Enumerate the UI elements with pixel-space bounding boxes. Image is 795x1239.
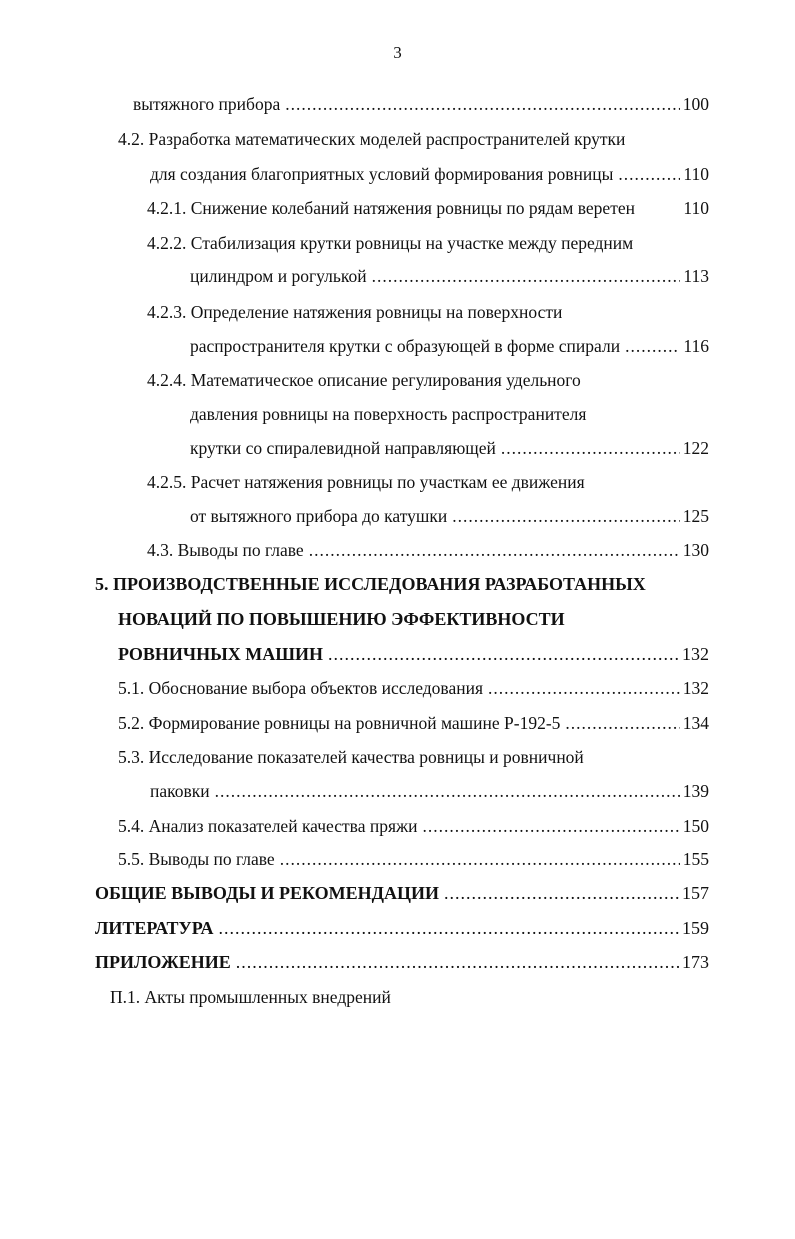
toc-entry <box>95 948 709 976</box>
toc-page-number: 130 <box>682 540 709 560</box>
toc-page-number: 110 <box>683 164 709 184</box>
toc-page-number: 155 <box>682 849 709 869</box>
toc-entry <box>118 845 709 873</box>
toc-entry-title: 4.2.3. Определение натяжения ровницы на поверхности <box>147 302 563 322</box>
toc-entry-title: 4.2. Разработка математических моделей распространителей крутки <box>118 129 626 149</box>
chapter-heading: 5. ПРОИЗВОДСТВЕННЫЕ ИССЛЕДОВАНИЯ РАЗРАБОТАННЫХ <box>95 574 646 594</box>
toc-entry-title: 5.4. Анализ показателей качества пряжи <box>118 816 418 836</box>
dot-leader <box>625 332 680 360</box>
toc-entry <box>118 674 709 702</box>
toc-page-number: 173 <box>682 952 709 972</box>
toc-page-number: 139 <box>682 781 709 801</box>
toc-entry <box>95 914 709 942</box>
dot-leader <box>565 709 679 737</box>
dot-leader <box>215 777 680 805</box>
chapter-heading: ПРИЛОЖЕНИЕ <box>95 952 231 972</box>
dot-leader <box>452 502 680 530</box>
toc-page-number: 116 <box>683 336 709 356</box>
toc-entry-title: П.1. Акты промышленных внедрений <box>110 987 391 1007</box>
toc-entry-title: 4.2.2. Стабилизация крутки ровницы на участке между передним <box>147 233 634 253</box>
toc-entry-title: распространителя крутки с образующей в форме спирали <box>190 336 621 356</box>
dot-leader <box>285 90 680 118</box>
toc-entry <box>190 262 709 290</box>
toc-entry <box>190 502 709 530</box>
chapter-heading: ЛИТЕРАТУРА <box>95 918 214 938</box>
toc-entry-title: 5.5. Выводы по главе <box>118 849 275 869</box>
toc-entry <box>147 194 709 222</box>
toc-entry <box>147 536 709 564</box>
toc-entry <box>95 879 709 907</box>
dot-leader <box>422 812 679 840</box>
toc-entry-title: крутки со спиралевидной направляющей <box>190 438 496 458</box>
toc-entry <box>118 709 709 737</box>
toc-entry-title: 5.3. Исследование показателей качества ровницы и ровничной <box>118 747 584 767</box>
toc-entry-title: цилиндром и рогулькой <box>190 266 367 286</box>
dot-leader <box>309 536 680 564</box>
toc-page-number: 132 <box>682 678 709 698</box>
toc-entry <box>190 434 709 462</box>
toc-page-number: 134 <box>682 713 709 733</box>
toc-entry <box>133 90 709 118</box>
toc-entry-title: для создания благоприятных условий формирования ровницы <box>150 164 614 184</box>
toc-entry <box>150 777 709 805</box>
toc-page-number: 100 <box>682 94 709 114</box>
dot-leader <box>328 640 679 668</box>
toc-entry-title: 5.1. Обоснование выбора объектов исследования <box>118 678 483 698</box>
dot-leader <box>280 845 680 873</box>
toc-page-number: 132 <box>682 644 709 664</box>
toc-entry-title: 4.2.5. Расчет натяжения ровницы по участкам ее движения <box>147 472 585 492</box>
toc-page-number: 122 <box>682 438 709 458</box>
toc-page-number: 113 <box>683 266 709 286</box>
dot-leader <box>372 262 681 290</box>
toc-page-number: 125 <box>682 506 709 526</box>
toc-entry-title: 5.2. Формирование ровницы на ровничной машине Р-192-5 <box>118 713 561 733</box>
toc-entry-title: 4.2.1. Снижение колебаний натяжения ровницы по рядам веретен <box>147 198 635 218</box>
page-number: 3 <box>393 43 402 62</box>
toc-entry <box>150 160 709 188</box>
toc-entry <box>118 812 709 840</box>
toc-entry-title: 4.2.4. Математическое описание регулирования удельного <box>147 370 581 390</box>
toc-entry-title: 4.3. Выводы по главе <box>147 540 304 560</box>
dot-leader <box>236 948 679 976</box>
chapter-heading: ОБЩИЕ ВЫВОДЫ И РЕКОМЕНДАЦИИ <box>95 883 440 903</box>
toc-entry-title: от вытяжного прибора до катушки <box>190 506 448 526</box>
chapter-heading: НОВАЦИЙ ПО ПОВЫШЕНИЮ ЭФФЕКТИВНОСТИ <box>118 609 565 629</box>
dot-leader <box>618 160 680 188</box>
dot-leader <box>218 914 679 942</box>
toc-page-number: 157 <box>682 883 709 903</box>
toc-page-number: 110 <box>683 198 709 218</box>
chapter-heading: РОВНИЧНЫХ МАШИН <box>118 644 324 664</box>
dot-leader <box>444 879 679 907</box>
dot-leader <box>501 434 680 462</box>
toc-page-number: 150 <box>682 816 709 836</box>
toc-entry-title: вытяжного прибора <box>133 94 281 114</box>
dot-leader <box>488 674 680 702</box>
toc-entry-title: паковки <box>150 781 210 801</box>
toc-entry <box>190 332 709 360</box>
toc-page-number: 159 <box>682 918 709 938</box>
toc-entry-title: давления ровницы на поверхность распространителя <box>190 404 587 424</box>
toc-entry <box>118 640 709 668</box>
